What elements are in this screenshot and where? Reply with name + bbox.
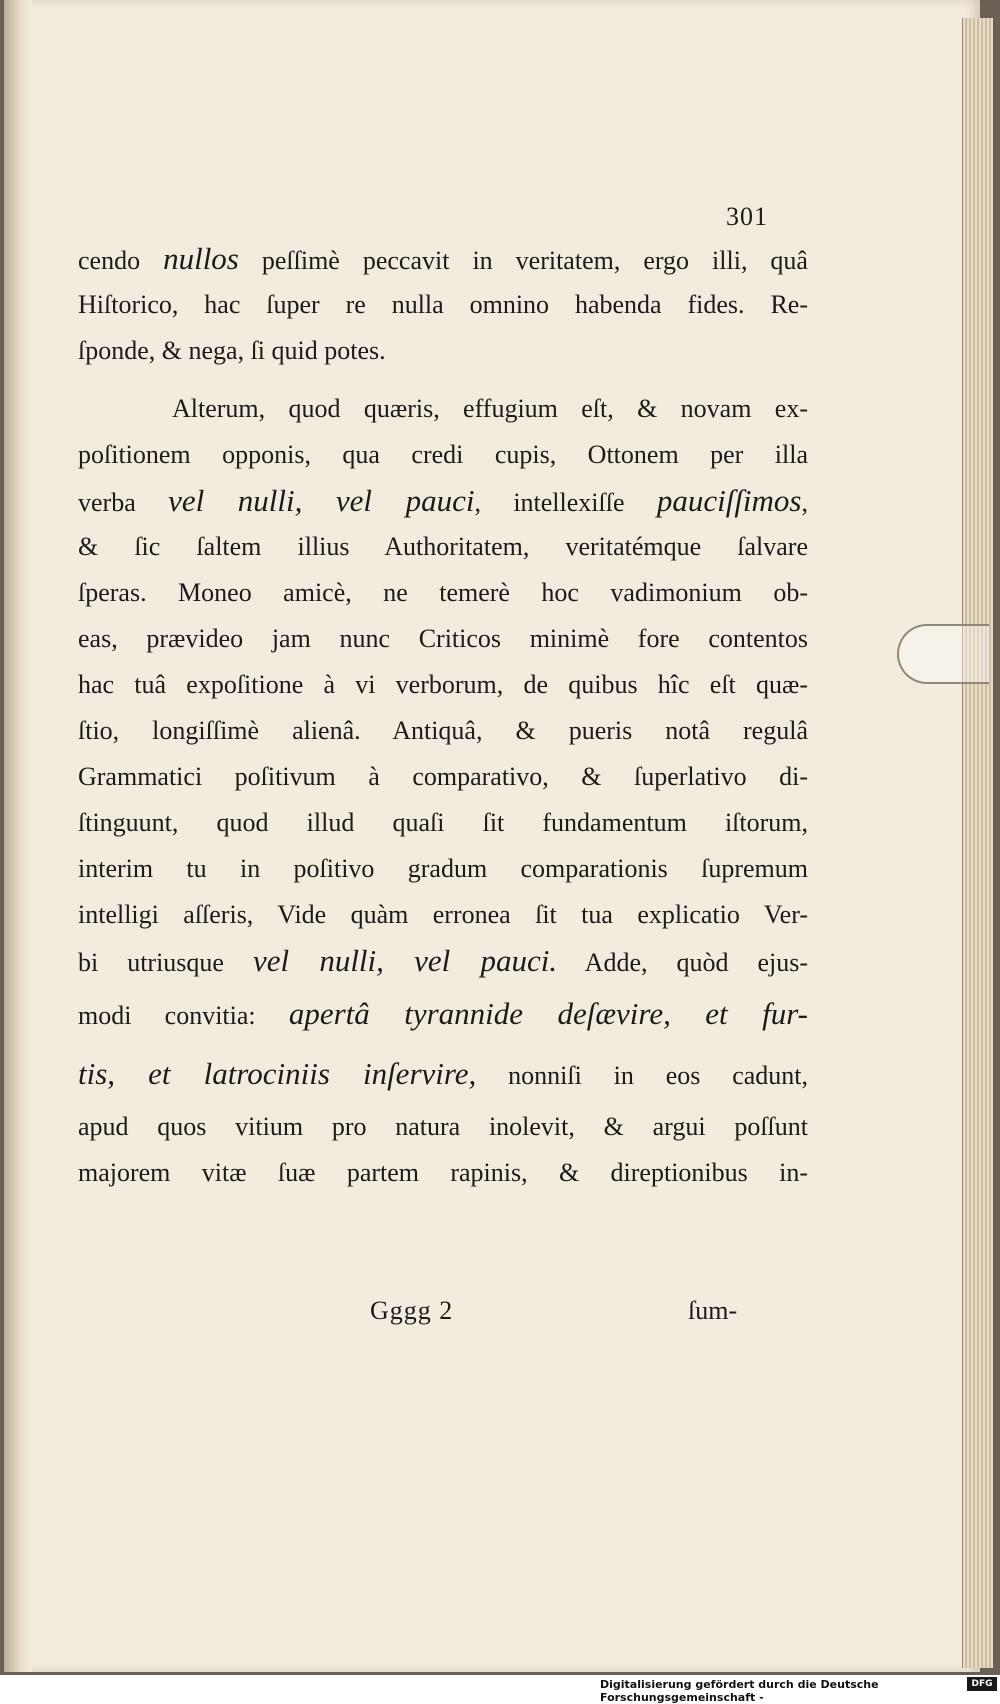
- text-line: cendo nullos peſſimè peccavit in veritatem, ergo illi, quâ: [78, 241, 808, 276]
- text-line: modi convitia: apertâ tyrannide deſævire, et fur-: [78, 996, 809, 1031]
- text-line: Alterum, quod quæris, effugium eſt, & novam ex-: [172, 394, 808, 423]
- page-number: 301: [726, 202, 768, 231]
- catchword: ſum-: [688, 1296, 738, 1325]
- text-line: apud quos vitium pro natura inolevit, & argui poſſunt: [78, 1112, 808, 1141]
- signature-mark: Gggg 2: [370, 1296, 454, 1325]
- text-line: eas, prævideo jam nunc Criticos minimè fore contentos: [78, 624, 808, 653]
- page-edges: [962, 18, 993, 1668]
- italic-text: apertâ tyrannide deſævire, et fur-: [288, 996, 809, 1031]
- italic-text: pauciſſimos: [656, 483, 802, 518]
- text-line: verba vel nulli, vel pauci, intellexiſſe pauciſſimos,: [78, 483, 808, 518]
- text-line: poſitionem opponis, qua credi cupis, Ottonem per illa: [78, 440, 808, 469]
- page-gutter: [4, 0, 32, 1672]
- dfg-logo: DFG: [967, 1677, 997, 1691]
- text-line: majorem vitæ ſuæ partem rapinis, & direptionibus in-: [78, 1158, 808, 1187]
- italic-text: vel nulli, vel pauci: [168, 483, 475, 518]
- text-line: tis, et latrociniis inſervire, nonniſi in eos cadunt,: [78, 1056, 808, 1091]
- text-line: Hiſtorico, hac ſuper re nulla omnino habenda fides. Re-: [78, 290, 808, 319]
- text-line: hac tuâ expoſitione à vi verborum, de quibus hîc eſt quæ-: [78, 670, 808, 699]
- italic-text: tis, et latrociniis inſervire,: [78, 1056, 477, 1091]
- bookmark-clip: [897, 624, 989, 684]
- text-line: ſtio, longiſſimè alienâ. Antiquâ, & pueris notâ regulâ: [78, 716, 808, 745]
- text-line: ſperas. Moneo amicè, ne temerè hoc vadimonium ob-: [78, 578, 808, 607]
- text-line: & ſic ſaltem illius Authoritatem, veritatémque ſalvare: [78, 532, 808, 561]
- text-line: Grammatici poſitivum à comparativo, & ſuperlativo di-: [78, 762, 808, 791]
- text-line: interim tu in poſitivo gradum comparationis ſupremum: [78, 854, 808, 883]
- text-line: intelligi aſſeris, Vide quàm erronea ſit tua explicatio Ver-: [78, 900, 808, 929]
- text-line: ſtinguunt, quod illud quaſi ſit fundamentum iſtorum,: [78, 808, 808, 837]
- italic-text: vel nulli, vel pauci.: [252, 943, 558, 978]
- text-line: bi utriusque vel nulli, vel pauci. Adde, quòd ejus-: [78, 943, 808, 978]
- italic-text: nullos: [163, 241, 239, 276]
- body-text: [78, 236, 808, 1196]
- digitization-credit: Digitalisierung gefördert durch die Deutsche Forschungsgemeinschaft -: [600, 1678, 879, 1704]
- text-line: ſponde, & nega, ſi quid potes.: [78, 336, 386, 365]
